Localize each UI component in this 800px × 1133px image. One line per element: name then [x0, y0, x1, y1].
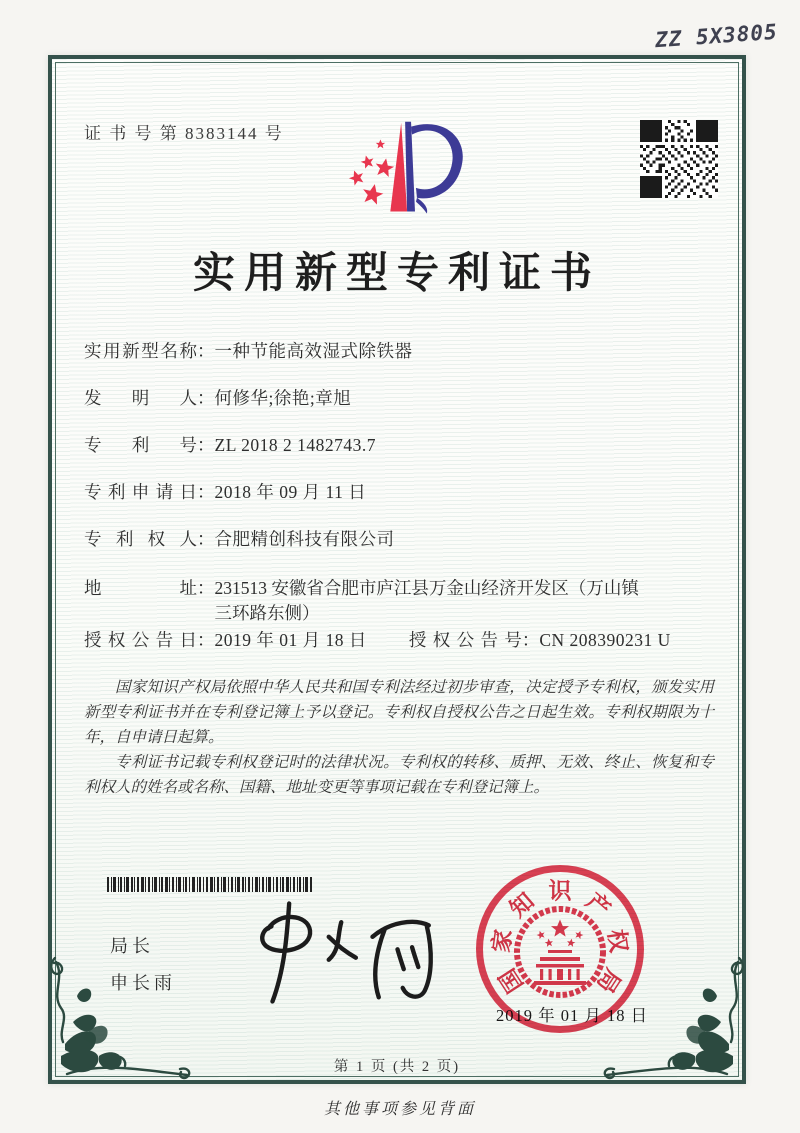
field-value: 合肥精创科技有限公司 — [214, 529, 395, 549]
official-seal — [476, 865, 644, 1033]
field-row-address — [84, 576, 716, 626]
cnipa-logo-icon — [340, 114, 488, 236]
field-label: 地址 — [84, 578, 197, 598]
field-row-patentee — [84, 529, 716, 550]
certificate-title: 实用新型专利证书 — [192, 251, 601, 297]
grant-date-pair — [84, 630, 367, 651]
field-colon: ： — [197, 529, 215, 549]
address-line-2: 三环路东侧） — [214, 603, 320, 623]
legal-paragraph-1: 国家知识产权局依照中华人民共和国专利法经过初步审查，决定授予专利权，颁发实用新型专利证书并在专利登记簿上予以登记。专利权自授权公告之日起生效。专利权期限为十年，自申请日起算。 — [84, 679, 714, 746]
field-value-address — [215, 576, 639, 626]
address-line-1: 231513 安徽省合肥市庐江县万金山经济开发区（万山镇 — [214, 578, 639, 598]
grant-no-pair — [409, 630, 671, 651]
field-value: 一种节能高效湿式除铁器 — [214, 341, 413, 361]
field-label: 授权公告日 — [84, 630, 197, 650]
seal-char: 识 — [548, 878, 572, 904]
field-label: 实用新型名称 — [84, 341, 197, 361]
certificate-frame — [48, 55, 746, 1084]
back-side-note: 其他事项参见背面 — [323, 1101, 476, 1118]
field-value: ZL 2018 2 1482743.7 — [214, 435, 376, 455]
fields-block — [84, 341, 716, 677]
seal-char: 家 — [488, 927, 517, 955]
field-colon: ： — [197, 341, 215, 361]
seal-char: 知 — [505, 888, 539, 923]
seal-char: 局 — [591, 964, 626, 998]
field-colon: ： — [197, 388, 215, 408]
seal-char: 权 — [603, 927, 632, 955]
field-value: 2019 年 01 月 18 日 — [214, 630, 367, 650]
seal-char: 产 — [581, 888, 615, 923]
field-colon: ： — [197, 482, 215, 502]
field-label: 专利申请日 — [84, 482, 197, 502]
page-number: 第 1 页 (共 2 页) — [333, 1059, 461, 1075]
handwritten-note: ZZ 5X3805 — [654, 19, 779, 53]
field-colon: ： — [197, 578, 215, 598]
field-row-inventor — [84, 388, 716, 409]
field-colon: ： — [197, 435, 215, 455]
field-colon: ： — [197, 630, 215, 650]
field-row-filing-date — [84, 482, 716, 503]
field-label: 发明人 — [84, 388, 197, 408]
field-value: 何修华;徐艳;章旭 — [214, 388, 352, 408]
seal-char: 国 — [494, 964, 529, 998]
field-colon: ： — [521, 630, 540, 650]
legal-paragraph-2: 专利证书记载专利权登记时的法律状况。专利权的转移、质押、无效、终止、恢复和专利权人的姓名或名称、国籍、地址变更等事项记载在专利登记簿上。 — [84, 754, 714, 796]
field-row-name — [84, 341, 716, 362]
barcode — [107, 877, 312, 892]
qr-code — [640, 120, 718, 198]
field-row-patent-no — [84, 435, 716, 456]
field-label: 专利权人 — [84, 529, 197, 549]
officer-block — [110, 928, 176, 1002]
field-value: CN 208390231 U — [539, 630, 671, 650]
officer-signature — [220, 891, 450, 1016]
field-value: 2018 年 09 月 11 日 — [214, 482, 367, 502]
national-emblem-icon — [510, 902, 610, 1002]
certificate-number: 证 书 号 第 8383144 号 — [84, 124, 284, 143]
field-row-grant — [84, 630, 716, 651]
officer-title: 局长 — [110, 936, 154, 956]
field-label: 授权公告号 — [408, 630, 522, 650]
field-label: 专利号 — [84, 435, 197, 455]
officer-name: 申长雨 — [110, 973, 176, 993]
legal-paragraphs — [84, 675, 714, 800]
seal-date: 2019 年 01 月 18 日 — [496, 1006, 649, 1025]
